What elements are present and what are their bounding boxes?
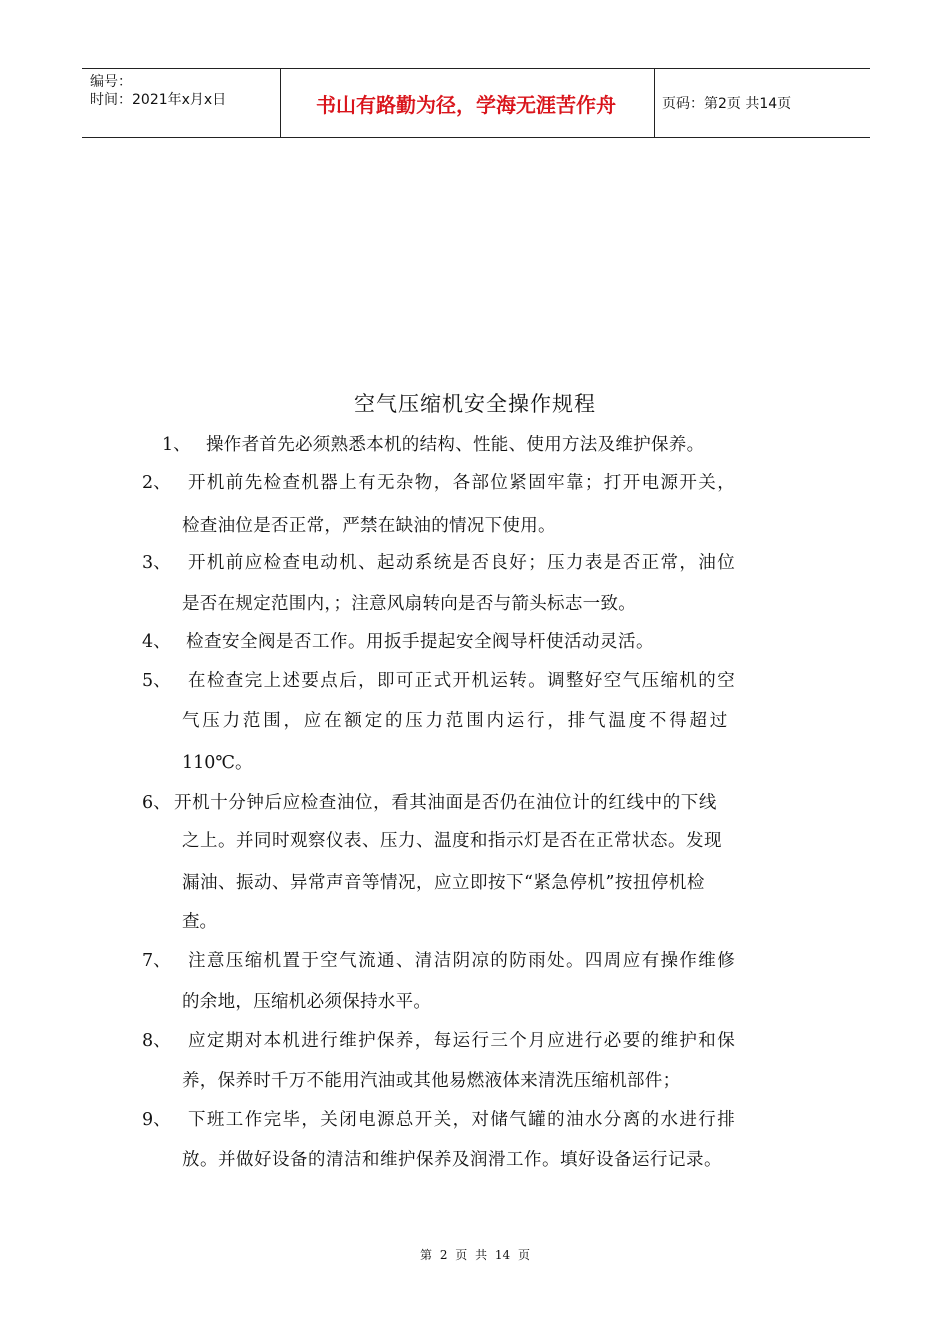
item-line: 检查油位是否正常，严禁在缺油的情况下使用。	[182, 516, 556, 536]
item-number: 9、	[142, 1110, 171, 1130]
item-number: 2、	[142, 473, 171, 493]
item-line: 开机十分钟后应检查油位，看其油面是否仍在油位计的红线中的下线	[174, 793, 717, 813]
header-page-info: 页码：第2页 共14页	[662, 96, 792, 112]
item-number: 3、	[142, 553, 171, 573]
item-line: 养，保养时千万不能用汽油或其他易燃液体来清洗压缩机部件；	[182, 1071, 681, 1091]
item-number: 4、	[142, 632, 171, 652]
item-number: 1、	[162, 435, 191, 455]
header-table	[82, 68, 870, 138]
item-line: 开机前应检查电动机、起动系统是否良好；压力表是否正常，油位	[188, 553, 737, 573]
header-meta	[82, 69, 280, 137]
item-number: 5、	[142, 671, 171, 691]
item-number: 8、	[142, 1031, 171, 1051]
item-line: 开机前先检查机器上有无杂物，各部位紧固牢靠；打开电源开关，	[188, 473, 737, 493]
page-footer: 第 2 页 共 14 页	[420, 1248, 530, 1262]
document-title: 空气压缩机安全操作规程	[354, 392, 596, 416]
item-line: 下班工作完毕，关闭电源总开关，对储气罐的油水分离的水进行排	[188, 1110, 737, 1130]
item-line: 注意压缩机置于空气流通、清洁阴凉的防雨处。四周应有操作维修	[188, 951, 737, 971]
item-line: 应定期对本机进行维护保养，每运行三个月应进行必要的维护和保	[188, 1031, 737, 1051]
date-label: 时间：2021年x月x日	[90, 92, 227, 108]
item-line: 的余地，压缩机必须保持水平。	[182, 992, 432, 1012]
item-line: 查。	[182, 912, 217, 932]
item-number: 6、	[142, 793, 171, 813]
item-line: 气压力范围，应在额定的压力范围内运行，排气温度不得超过	[182, 711, 731, 731]
item-line: 在检查完上述要点后，即可正式开机运转。调整好空气压缩机的空	[188, 671, 737, 691]
header-motto: 书山有路勤为径，学海无涯苦作舟	[316, 92, 616, 117]
header-divider	[654, 69, 655, 137]
item-line: 放。并做好设备的清洁和维护保养及润滑工作。填好设备运行记录。	[182, 1150, 722, 1170]
item-line: 之上。并同时观察仪表、压力、温度和指示灯是否在正常状态。发现	[182, 831, 722, 851]
item-number: 7、	[142, 951, 171, 971]
item-line: 检查安全阀是否工作。用扳手提起安全阀导杆使活动灵活。	[186, 632, 654, 652]
item-line: 操作者首先必须熟悉本机的结构、性能、使用方法及维护保养。	[206, 435, 705, 455]
item-line: 漏油、振动、异常声音等情况，应立即按下“紧急停机”按扭停机检	[182, 873, 705, 893]
item-line: 110℃。	[182, 753, 253, 773]
number-label: 编号：	[90, 74, 132, 90]
item-line: 是否在规定范围内，；注意风扇转向是否与箭头标志一致。	[182, 594, 637, 614]
